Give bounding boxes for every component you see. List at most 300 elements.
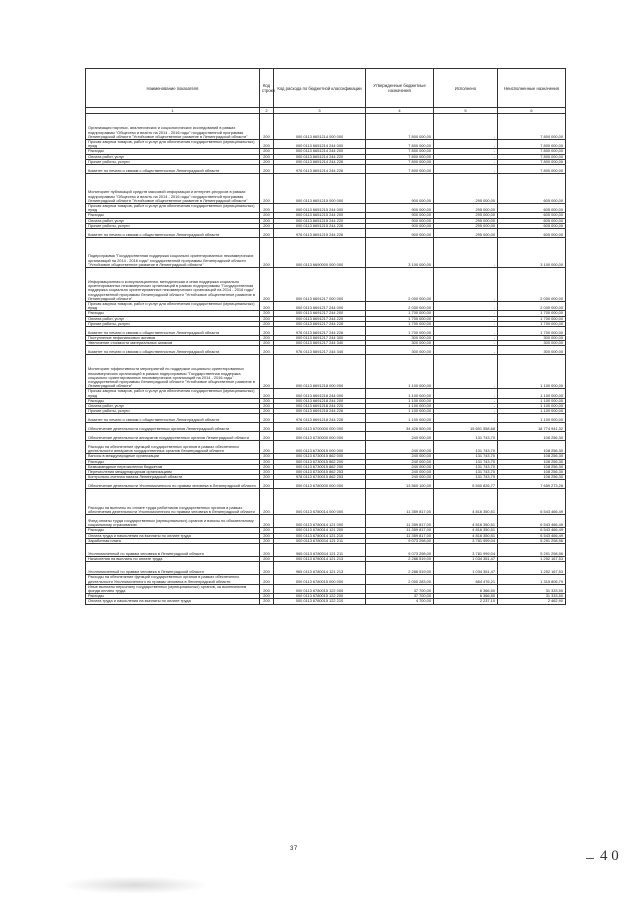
row-line-code: 200 xyxy=(260,409,274,414)
row-name: Расходы на обеспечение функций государственных органов в рамках обеспечения деятельности Уполномоченного по правам человека в Ленинградской области xyxy=(86,575,260,584)
row-budget-code: 000 0113 6651215 244 200 xyxy=(274,213,366,218)
row-unexecuted: 7 800 000,00 xyxy=(498,154,566,159)
row-unexecuted: 7 800 000,00 xyxy=(498,165,566,174)
row-name: Прочие работы, услуги xyxy=(86,159,260,164)
row-line-code: 200 xyxy=(260,432,274,441)
row-line-code: 200 xyxy=(260,140,274,149)
row-name: Прочие работы, услуги xyxy=(86,321,260,326)
row-approved: 900 000,00 xyxy=(366,213,434,218)
row-budget-code: 000 0113 6730000 000 000 xyxy=(274,432,366,441)
row-unexecuted: 1 100 000,00 xyxy=(498,398,566,403)
row-line-code: 200 xyxy=(260,159,274,164)
row-unexecuted: 6 543 466,49 xyxy=(498,515,566,528)
row-line-code: 200 xyxy=(260,223,274,228)
row-line-code: 200 xyxy=(260,459,274,464)
row-executed: 2 237,10 xyxy=(434,599,498,604)
row-name: Уполномоченный по правам человека в Ленинградской области xyxy=(86,544,260,557)
row-approved: 1 700 000,00 xyxy=(366,311,434,316)
row-unexecuted: 108 256,30 xyxy=(498,475,566,480)
row-executed: 295 000,00 xyxy=(434,174,498,204)
row-approved: 7 800 000,00 xyxy=(366,154,434,159)
row-approved: 1 100 000,00 xyxy=(366,409,434,414)
row-approved: 13 560 100,00 xyxy=(366,480,434,489)
row-budget-code: 000 0113 6780014 121 210 xyxy=(274,533,366,538)
row-budget-code: 000 0113 6691217 244 000 xyxy=(274,302,366,311)
row-line-code: 200 xyxy=(260,423,274,432)
row-budget-code: 000 0113 6730015 862 200 xyxy=(274,459,366,464)
row-approved: 11 359 817,00 xyxy=(366,533,434,538)
header-approved: Утвержденные бюджетные назначения xyxy=(366,69,434,108)
row-executed: 131 743,70 xyxy=(434,454,498,459)
row-approved: 2 000 000,00 xyxy=(366,302,434,311)
row-approved: 11 359 817,00 xyxy=(366,528,434,533)
row-budget-code: 000 0113 6780015 122 210 xyxy=(274,599,366,604)
row-line-code: 200 xyxy=(260,562,274,575)
row-approved: 7 800 000,00 xyxy=(366,165,434,174)
row-name: Увеличение стоимости материальных запасов xyxy=(86,341,260,346)
row-unexecuted: 108 256,30 xyxy=(498,441,566,454)
row-unexecuted: 1 100 000,00 xyxy=(498,404,566,409)
row-executed: - xyxy=(434,321,498,326)
row-unexecuted: 31 333,50 xyxy=(498,584,566,593)
row-executed: - xyxy=(434,154,498,159)
column-number: 3 xyxy=(274,108,366,114)
row-line-code: 200 xyxy=(260,321,274,326)
row-approved: 37 700,00 xyxy=(366,584,434,593)
row-line-code: 200 xyxy=(260,218,274,223)
row-executed: - xyxy=(434,414,498,423)
row-unexecuted: 7 800 000,00 xyxy=(498,149,566,154)
row-line-code: 200 xyxy=(260,389,274,398)
column-number: 6 xyxy=(498,108,566,114)
row-line-code: 200 xyxy=(260,213,274,218)
row-name: Расходы xyxy=(86,213,260,218)
table-row xyxy=(86,432,566,441)
row-line-code: 200 xyxy=(260,454,274,459)
table-row xyxy=(86,441,566,454)
table-row xyxy=(86,174,566,204)
row-approved: 34 426 500,00 xyxy=(366,423,434,432)
row-executed: 4 816 350,51 xyxy=(434,533,498,538)
table-header-row xyxy=(86,69,566,108)
row-approved: 11 359 817,00 xyxy=(366,489,434,515)
row-executed: 131 743,70 xyxy=(434,441,498,454)
row-approved: 900 000,00 xyxy=(366,229,434,238)
row-executed: - xyxy=(434,268,498,302)
page-number: 37 xyxy=(290,846,298,852)
row-executed: - xyxy=(434,327,498,336)
row-name: Расходы xyxy=(86,528,260,533)
row-approved: 1 700 000,00 xyxy=(366,321,434,326)
row-name: Начисления на выплаты по оплате труда xyxy=(86,557,260,562)
row-line-code: 200 xyxy=(260,480,274,489)
row-budget-code: 000 0113 6691217 244 220 xyxy=(274,316,366,321)
row-approved: 11 359 817,00 xyxy=(366,515,434,528)
row-budget-code: 965 0113 6780014 121 213 xyxy=(274,562,366,575)
row-executed: - xyxy=(434,316,498,321)
table-row xyxy=(86,480,566,489)
row-name: Взносы в международные организации xyxy=(86,454,260,459)
row-budget-code: 000 0113 6730015 862 250 xyxy=(274,464,366,469)
row-approved: 9 073 298,00 xyxy=(366,538,434,543)
row-executed: 131 743,70 xyxy=(434,470,498,475)
table-row xyxy=(86,599,566,604)
scan-mark xyxy=(586,858,594,859)
row-executed: 4 816 350,51 xyxy=(434,489,498,515)
row-name: Расходы xyxy=(86,149,260,154)
table-row xyxy=(86,341,566,346)
row-name: Мониторинг публикаций средств массовой информации и интернет-ресурсов в рамках подпрограммы "Общество и власть на 2014 - 2016 годы" государственной программы Ленинградской области "Устойчивое общественное развитие в Ленинградской области" xyxy=(86,174,260,204)
row-approved: 2 000 000,00 xyxy=(366,268,434,302)
row-line-code: 200 xyxy=(260,229,274,238)
row-line-code: 200 xyxy=(260,302,274,311)
row-unexecuted: 5 291 298,96 xyxy=(498,544,566,557)
table-row xyxy=(86,423,566,432)
row-budget-code: 000 0113 6691218 244 226 xyxy=(274,409,366,414)
row-name: Прочая закупка товаров, работ и услуг для обеспечения государственных (муниципальных) нужд xyxy=(86,302,260,311)
row-line-code: 200 xyxy=(260,398,274,403)
row-line-code: 200 xyxy=(260,355,274,389)
row-executed: 295 000,00 xyxy=(434,223,498,228)
row-unexecuted: 108 256,30 xyxy=(498,464,566,469)
row-executed: 131 743,70 xyxy=(434,464,498,469)
row-unexecuted: 605 000,00 xyxy=(498,174,566,204)
row-approved: 1 100 000,00 xyxy=(366,389,434,398)
table-row xyxy=(86,562,566,575)
table-body xyxy=(86,114,566,605)
row-line-code: 200 xyxy=(260,414,274,423)
row-line-code: 200 xyxy=(260,174,274,204)
row-approved: 240 000,00 xyxy=(366,470,434,475)
row-name: Комитет по печати и связям с общественностью Ленинградской области xyxy=(86,165,260,174)
row-name: Расходы xyxy=(86,594,260,599)
row-unexecuted: 1 100 000,00 xyxy=(498,409,566,414)
row-approved: 300 000,00 xyxy=(366,341,434,346)
row-budget-code: 000 0113 6730015 862 253 xyxy=(274,470,366,475)
row-executed: - xyxy=(434,159,498,164)
table-row xyxy=(86,238,566,268)
row-approved: 240 000,00 xyxy=(366,464,434,469)
row-budget-code: 976 0113 6651215 244 226 xyxy=(274,229,366,238)
row-line-code: 200 xyxy=(260,346,274,355)
table-row xyxy=(86,544,566,557)
row-name: Прочие работы, услуги xyxy=(86,223,260,228)
row-budget-code: 978 0113 6730015 862 253 xyxy=(274,475,366,480)
row-budget-code: 000 0113 6780015 000 000 xyxy=(274,575,366,584)
row-executed: - xyxy=(434,238,498,268)
row-executed: 684 476,21 xyxy=(434,575,498,584)
row-executed: 15 651 558,68 xyxy=(434,423,498,432)
row-unexecuted: 300 000,00 xyxy=(498,336,566,341)
row-budget-code: 000 0113 6780015 122 000 xyxy=(274,584,366,593)
row-budget-code: 000 0113 6780015 122 200 xyxy=(274,594,366,599)
row-executed: - xyxy=(434,149,498,154)
row-executed: - xyxy=(434,355,498,389)
row-line-code: 200 xyxy=(260,316,274,321)
table-row xyxy=(86,575,566,584)
table-row xyxy=(86,557,566,562)
row-unexecuted: 605 000,00 xyxy=(498,204,566,213)
row-executed: 1 034 351,47 xyxy=(434,557,498,562)
row-name: Прочие работы, услуги xyxy=(86,409,260,414)
row-line-code: 200 xyxy=(260,528,274,533)
row-approved: 1 100 000,00 xyxy=(366,398,434,403)
row-unexecuted: 2 000 000,00 xyxy=(498,302,566,311)
row-line-code: 200 xyxy=(260,533,274,538)
row-unexecuted: 7 800 000,00 xyxy=(498,140,566,149)
row-budget-code: 000 0113 6691218 244 200 xyxy=(274,398,366,403)
row-executed: - xyxy=(434,165,498,174)
row-unexecuted: 6 543 466,49 xyxy=(498,489,566,515)
row-budget-code: 000 0113 6730015 000 000 xyxy=(274,441,366,454)
row-name: Оплата работ, услуг xyxy=(86,404,260,409)
row-line-code: 200 xyxy=(260,268,274,302)
row-executed: 1 034 351,47 xyxy=(434,562,498,575)
row-budget-code: 000 0113 6651214 244 200 xyxy=(274,149,366,154)
row-name: Расходы xyxy=(86,311,260,316)
row-budget-code: 000 0113 6651214 244 000 xyxy=(274,140,366,149)
row-approved: 300 000,00 xyxy=(366,346,434,355)
row-name: Обеспечение деятельности Уполномоченного по правам человека в Ленинградской области xyxy=(86,480,260,489)
row-name: Оплата труда и начисления на выплаты по оплате труда xyxy=(86,533,260,538)
report-sheet xyxy=(85,68,565,605)
row-name: Оплата работ, услуг xyxy=(86,218,260,223)
row-approved: 240 000,00 xyxy=(366,441,434,454)
row-executed: 3 781 999,04 xyxy=(434,538,498,543)
column-number: 1 xyxy=(86,108,260,114)
row-executed: - xyxy=(434,302,498,311)
row-line-code: 200 xyxy=(260,575,274,584)
row-budget-code: 000 0113 6730015 862 000 xyxy=(274,454,366,459)
table-row xyxy=(86,346,566,355)
row-budget-code: 000 0113 6651215 000 000 xyxy=(274,174,366,204)
row-name: Безвозмездные перечисления бюджетам xyxy=(86,464,260,469)
row-budget-code: 000 0113 6691217 244 340 xyxy=(274,341,366,346)
header-unexecuted: Неисполненные назначения xyxy=(498,69,566,108)
row-unexecuted: 31 333,50 xyxy=(498,594,566,599)
row-approved: 4 700,00 xyxy=(366,599,434,604)
row-executed: 131 743,70 xyxy=(434,459,498,464)
row-line-code: 200 xyxy=(260,204,274,213)
row-executed: 131 743,70 xyxy=(434,475,498,480)
row-unexecuted: 605 000,00 xyxy=(498,229,566,238)
row-unexecuted: 605 000,00 xyxy=(498,223,566,228)
row-line-code: 200 xyxy=(260,599,274,604)
row-executed: - xyxy=(434,389,498,398)
row-line-code: 200 xyxy=(260,341,274,346)
row-unexecuted: 1 100 000,00 xyxy=(498,414,566,423)
row-unexecuted: 1 252 167,53 xyxy=(498,562,566,575)
row-line-code: 200 xyxy=(260,311,274,316)
row-executed: - xyxy=(434,346,498,355)
row-unexecuted: 108 256,30 xyxy=(498,432,566,441)
row-name: Уполномоченный по правам человека в Ленинградской области xyxy=(86,562,260,575)
row-approved: 7 800 000,00 xyxy=(366,140,434,149)
row-line-code: 200 xyxy=(260,584,274,593)
row-approved: 900 000,00 xyxy=(366,204,434,213)
header-budget-code: Код расхода по бюджетной классификации xyxy=(274,69,366,108)
row-approved: 240 000,00 xyxy=(366,432,434,441)
column-number: 5 xyxy=(434,108,498,114)
row-approved: 7 800 000,00 xyxy=(366,114,434,140)
row-unexecuted: 2 000 000,00 xyxy=(498,268,566,302)
row-unexecuted: 605 000,00 xyxy=(498,218,566,223)
row-executed: 131 743,70 xyxy=(434,432,498,441)
row-line-code: 200 xyxy=(260,165,274,174)
row-name: Комитет по печати и связям с общественностью Ленинградской области xyxy=(86,327,260,336)
row-name: Иные выплаты персоналу государственных (муниципальных) органов, за исключением фонда оплаты труда xyxy=(86,584,260,593)
row-name: Прочая закупка товаров, работ и услуг для обеспечения государственных (муниципальных) нужд xyxy=(86,140,260,149)
row-budget-code: 000 0113 6691217 244 200 xyxy=(274,311,366,316)
row-name: Фонд оплаты труда государственных (муниципальных) органов и взносы по обязательному социальному страхованию xyxy=(86,515,260,528)
row-line-code: 200 xyxy=(260,544,274,557)
row-line-code: 200 xyxy=(260,515,274,528)
row-approved: 9 073 298,00 xyxy=(366,544,434,557)
row-line-code: 200 xyxy=(260,238,274,268)
row-unexecuted: 1 700 000,00 xyxy=(498,321,566,326)
row-name: Комитет по печати и связям с общественностью Ленинградской области xyxy=(86,346,260,355)
row-approved: 1 700 000,00 xyxy=(366,327,434,336)
row-approved: 2 000 283,00 xyxy=(366,575,434,584)
row-budget-code: 000 0113 6651215 244 226 xyxy=(274,223,366,228)
row-name: Подпрограмма "Государственная поддержка социально ориентированных некоммерческих организаций на 2014 - 2016 годы" государственной программы Ленинградской области "Устойчивое общественное развитие в Ленинградской области" xyxy=(86,238,260,268)
row-unexecuted: 108 256,30 xyxy=(498,459,566,464)
row-budget-code: 000 0113 6780014 121 213 xyxy=(274,557,366,562)
row-unexecuted: 6 543 466,49 xyxy=(498,533,566,538)
row-budget-code: 000 0113 6651215 244 000 xyxy=(274,204,366,213)
row-name: Комитет по печати и связям с общественностью Ленинградской области xyxy=(86,229,260,238)
row-budget-code: 000 0113 6691217 244 226 xyxy=(274,321,366,326)
row-executed: - xyxy=(434,336,498,341)
row-name: Обеспечение деятельности государственных органов Ленинградской области xyxy=(86,423,260,432)
row-unexecuted: 108 256,30 xyxy=(498,470,566,475)
row-name: Расходы на выплаты по оплате труда работников государственных органов в рамках обеспечения деятельности Уполномоченного по правам человека в Ленинградской области xyxy=(86,489,260,515)
row-line-code: 200 xyxy=(260,404,274,409)
row-approved: 900 000,00 xyxy=(366,174,434,204)
row-budget-code: 000 0113 6700000 000 000 xyxy=(274,423,366,432)
row-executed: 295 000,00 xyxy=(434,204,498,213)
budget-execution-table xyxy=(85,68,566,605)
row-name: Контрольно-счетная палата Ленинградской области xyxy=(86,475,260,480)
row-budget-code: 000 0113 6690000 000 000 xyxy=(274,238,366,268)
row-line-code: 200 xyxy=(260,114,274,140)
handwritten-sheet-number: 4 0 xyxy=(600,848,619,864)
row-unexecuted: 300 000,00 xyxy=(498,341,566,346)
header-line-code: Код строки xyxy=(260,69,274,108)
row-line-code: 200 xyxy=(260,475,274,480)
row-unexecuted: 7 800 000,00 xyxy=(498,159,566,164)
row-executed: 3 781 999,04 xyxy=(434,544,498,557)
row-budget-code: 000 0113 6651214 244 220 xyxy=(274,154,366,159)
row-budget-code: 000 0113 6780000 000 000 xyxy=(274,480,366,489)
row-unexecuted: 3 100 000,00 xyxy=(498,238,566,268)
row-approved: 3 100 000,00 xyxy=(366,238,434,268)
row-unexecuted: 5 291 298,96 xyxy=(498,538,566,543)
row-name: Оплата работ, услуг xyxy=(86,154,260,159)
row-unexecuted: 2 462,90 xyxy=(498,599,566,604)
row-approved: 7 800 000,00 xyxy=(366,159,434,164)
row-budget-code: 000 0113 6780014 121 000 xyxy=(274,515,366,528)
row-approved: 37 700,00 xyxy=(366,594,434,599)
row-budget-code: 000 0113 6651214 244 226 xyxy=(274,159,366,164)
row-budget-code: 976 0113 6691217 244 340 xyxy=(274,346,366,355)
row-executed: - xyxy=(434,140,498,149)
row-executed: 6 366,50 xyxy=(434,584,498,593)
row-unexecuted: 1 100 000,00 xyxy=(498,389,566,398)
row-executed: 4 816 350,51 xyxy=(434,528,498,533)
row-line-code: 200 xyxy=(260,149,274,154)
row-name: Расходы xyxy=(86,459,260,464)
row-approved: 1 100 000,00 xyxy=(366,355,434,389)
row-name: Оплата работ, услуг xyxy=(86,316,260,321)
row-name: Расходы xyxy=(86,398,260,403)
table-row xyxy=(86,114,566,140)
row-approved: 2 286 519,00 xyxy=(366,562,434,575)
row-approved: 2 286 519,00 xyxy=(366,557,434,562)
row-unexecuted: 1 100 000,00 xyxy=(498,355,566,389)
row-approved: 240 000,00 xyxy=(366,475,434,480)
row-budget-code: 965 0113 6780014 121 211 xyxy=(274,544,366,557)
row-line-code: 200 xyxy=(260,489,274,515)
row-name: Прочая закупка товаров, работ и услуг для обеспечения государственных (муниципальных) нужд xyxy=(86,389,260,398)
row-name: Комитет по печати и связям с общественностью Ленинградской области xyxy=(86,414,260,423)
row-approved: 240 000,00 xyxy=(366,459,434,464)
row-budget-code: 976 0113 6691218 244 226 xyxy=(274,414,366,423)
row-budget-code: 000 0113 6780014 000 000 xyxy=(274,489,366,515)
table-row xyxy=(86,389,566,398)
table-row xyxy=(86,489,566,515)
row-line-code: 200 xyxy=(260,336,274,341)
row-executed: 4 816 350,51 xyxy=(434,515,498,528)
row-name: Информационная и консультационная, методическая и иная поддержка социально ориентированных некоммерческих организаций в рамках подпрограммы "Государственная поддержка социально ориентированных некоммерческих организаций на 2014 - 2016 годы" государственной программы Ленинградской области "Устойчивое общественное развитие в Ленинградской области" xyxy=(86,268,260,302)
row-executed: - xyxy=(434,398,498,403)
row-budget-code: 000 0113 6780014 121 211 xyxy=(274,538,366,543)
row-name: Оплата труда и начисления на выплаты по оплате труда xyxy=(86,599,260,604)
row-name: Обеспечение деятельности аппаратов государственных органов Ленинградской области xyxy=(86,432,260,441)
row-executed: 6 366,50 xyxy=(434,594,498,599)
row-name: Мониторинг эффективности мероприятий по поддержке социально ориентированных некоммерческих организаций в рамках подпрограммы "Государственная поддержка социально ориентированных некоммерческих организаций на 2014 - 2016 годы" государственной программы Ленинградской области "Устойчивое общественное развитие в Ленинградской области" xyxy=(86,355,260,389)
row-executed: - xyxy=(434,404,498,409)
table-row xyxy=(86,229,566,238)
row-name: Прочая закупка товаров, работ и услуг для обеспечения государственных (муниципальных) нужд xyxy=(86,204,260,213)
row-approved: 1 700 000,00 xyxy=(366,316,434,321)
row-line-code: 200 xyxy=(260,538,274,543)
row-executed: - xyxy=(434,114,498,140)
table-row xyxy=(86,475,566,480)
row-executed: 5 500 826,77 xyxy=(434,480,498,489)
row-name: Поступление нефинансовых активов xyxy=(86,336,260,341)
row-unexecuted: 300 000,00 xyxy=(498,346,566,355)
row-unexecuted: 605 000,00 xyxy=(498,213,566,218)
row-approved: 300 000,00 xyxy=(366,336,434,341)
row-executed: - xyxy=(434,311,498,316)
row-budget-code: 000 0113 6651215 244 220 xyxy=(274,218,366,223)
row-budget-code: 000 0113 6691217 000 000 xyxy=(274,268,366,302)
row-budget-code: 000 0113 6691218 244 000 xyxy=(274,389,366,398)
row-budget-code: 000 0113 6691217 244 300 xyxy=(274,336,366,341)
row-unexecuted: 18 774 941,32 xyxy=(498,423,566,432)
row-name: Перечисления международным организациям xyxy=(86,470,260,475)
row-line-code: 200 xyxy=(260,154,274,159)
row-executed: - xyxy=(434,409,498,414)
row-line-code: 200 xyxy=(260,464,274,469)
header-indicator-name: Наименование показателя xyxy=(86,69,260,108)
row-unexecuted: 1 315 806,79 xyxy=(498,575,566,584)
column-number: 2 xyxy=(260,108,274,114)
row-name: Организация научных, аналитических и социологических исследований в рамках подпрограммы "Общество и власть на 2014 - 2016 годы" государственной программы Ленинградской области "Устойчивое общественное развитие в Ленинградской области" xyxy=(86,114,260,140)
row-budget-code: 000 0113 6691218 000 000 xyxy=(274,355,366,389)
column-number: 4 xyxy=(366,108,434,114)
